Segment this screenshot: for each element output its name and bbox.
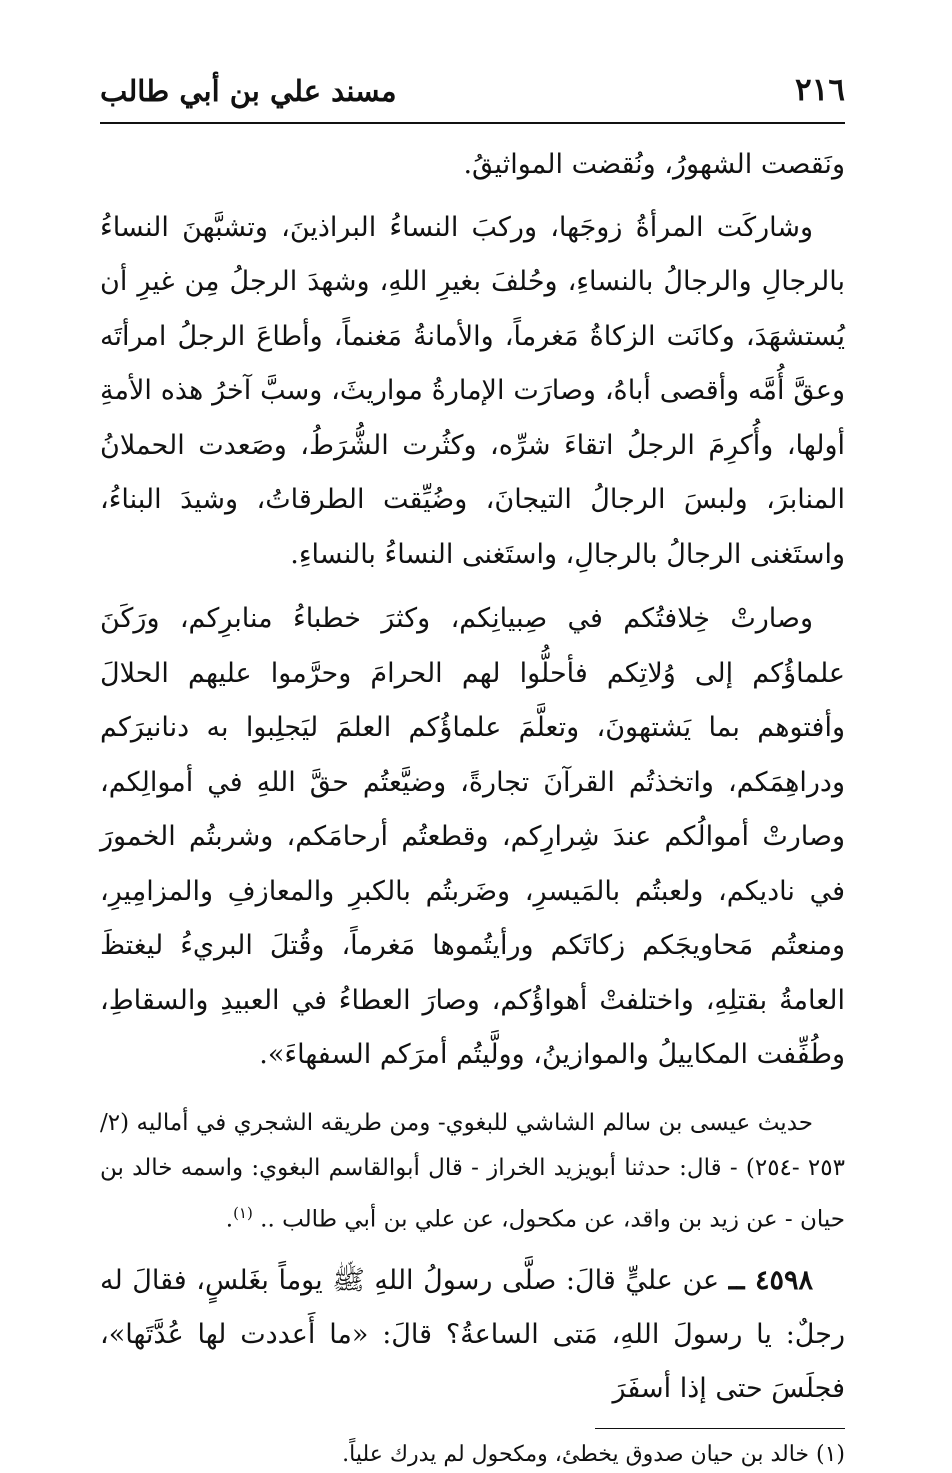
footnote: (١) خالد بن حيان صدوق يخطئ، ومكحول لم يدرك علياً.: [342, 1442, 845, 1468]
page-number: ٢١٦: [795, 72, 845, 108]
footnote-marker: (١): [233, 1203, 253, 1222]
page-header: [100, 70, 845, 124]
running-title: مسند علي بن أبي طالب: [100, 74, 397, 108]
hadith-entry: [100, 1254, 845, 1416]
source-note-text: حديث عيسى بن سالم الشاشي للبغوي- ومن طريقه الشجري في أماليه (٢/ ٢٥٣ -٢٥٤) - قال: حدثنا أبويزيد الخراز - قال أبوالقاسم البغوي: واسمه خالد بن حيان - عن زيد بن واقد، عن مكحول، عن علي بن أبي طالب ..: [100, 1109, 845, 1233]
book-page: [100, 70, 845, 1473]
paragraph: وصارتْ خِلافتُكم في صِبيانِكم، وكثرَ خطباءُ منابرِكم، ورَكَنَ علماؤُكم إلى وُلاتِكم فأحلُّوا لهم الحرامَ وحرَّموا عليهم الحلالَ وأفتوهم بما يَشتهونَ، وتعلَّمَ علماؤُكم العلمَ ليَجلِبوا به دنانيرَكم ودراهِمَكم، واتخذتُم القرآنَ تجارةً، وضيَّعتُم حقَّ اللهِ في أموالِكم، وصارتْ أموالُكم عندَ شِرارِكم، وقطعتُم أرحامَكم، وشربتُم الخمورَ في ناديكم، ولعبتُم بالمَيسرِ، وضَربتُم بالكبرِ والمعازفِ والمزامِيرِ، ومنعتُم مَحاويجَكم زكاتَكم ورأيتُموها مَغرماً، وقُتلَ البريءُ ليغتظَ العامةُ بقتلِهِ، واختلفتْ أهواؤُكم، وصارَ العطاءُ في العبيدِ والسقاطِ، وطُفِّفت المكاييلُ والموازينُ، وولَّيتُم أمرَكم السفهاءَ».: [100, 603, 845, 1070]
paragraph: وشاركَت المرأةُ زوجَها، وركبَ النساءُ البراذينَ، وتشبَّهنَ النساءُ بالرجالِ والرجالُ بالنساءِ، وحُلفَ بغيرِ اللهِ، وشهدَ الرجلُ مِن غيرِ أن يُستشهَدَ، وكانَت الزكاةُ مَغرماً، والأمانةُ مَغنماً، وأطاعَ الرجلُ امرأتَه وعقَّ أُمَّه وأقصى أباهُ، وصارَت الإمارةُ مواريثَ، وسبَّ آخرُ هذه الأمةِ أولها، وأُكرِمَ الرجلُ اتقاءَ شرِّه، وكثُرت الشُّرَطُ، وصَعدت الحملانُ المنابرَ، ولبسَ الرجالُ التيجانَ، وضُيِّقت الطرقاتُ، وشيدَ البناءُ، واستَغنى الرجالُ بالرجالِ، واستَغنى النساءُ بالنساءِ.: [100, 211, 845, 570]
footnote-divider: [595, 1428, 845, 1429]
main-text: [100, 138, 845, 1473]
paragraph: ونَقصت الشهورُ، ونُقضت المواثيقُ.: [463, 149, 845, 180]
hadith-number: ٤٥٩٨ ــ: [728, 1265, 813, 1297]
source-note: حديث عيسى بن سالم الشاشي للبغوي- ومن طريقه الشجري في أماليه (٢/ ٢٥٣ -٢٥٤) - قال: حدثنا أبويزيد الخراز - قال أبوالقاسم البغوي: واسمه خالد بن حيان - عن زيد بن واقد، عن مكحول، عن علي بن أبي طالب .. $^{(١)}$.: [100, 1109, 845, 1233]
hadith-text: عن عليٍّ قالَ: صلَّى رسولُ اللهِ ﷺ يوماً بغَلسٍ، فقالَ له رجلٌ: يا رسولَ اللهِ، مَتى الساعةُ؟ قالَ: «ما أَعددت لها عُدَّتَها»، فجلَسَ حتى إذا أسفَرَ: [100, 1265, 845, 1405]
